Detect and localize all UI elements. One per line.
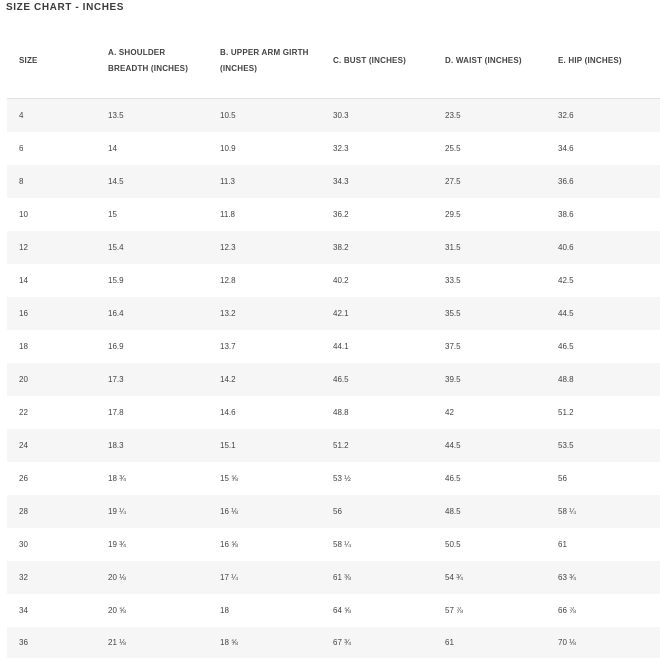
cell-waist: 29.5: [433, 198, 546, 231]
cell-shoulder: 15.9: [96, 264, 208, 297]
table-row: [7, 198, 660, 231]
cell-hip: 53.5: [546, 429, 660, 462]
cell-shoulder: 15: [96, 198, 208, 231]
cell-hip: 36.6: [546, 165, 660, 198]
cell-upper-arm: 15 ⅝: [208, 462, 321, 495]
cell-shoulder: 14: [96, 132, 208, 165]
page-title: SIZE CHART - INCHES: [6, 2, 125, 13]
cell-shoulder: 17.8: [96, 396, 208, 429]
cell-hip: 44.5: [546, 297, 660, 330]
cell-bust: 38.2: [321, 231, 433, 264]
cell-size: 20: [7, 363, 96, 396]
cell-bust: 58 ¼: [321, 528, 433, 561]
table-row: [7, 132, 660, 165]
cell-waist: 61: [433, 627, 546, 658]
cell-upper-arm: 12.8: [208, 264, 321, 297]
cell-shoulder: 19 ¾: [96, 528, 208, 561]
cell-bust: 48.8: [321, 396, 433, 429]
cell-upper-arm: 18 ⅝: [208, 627, 321, 658]
cell-upper-arm: 11.8: [208, 198, 321, 231]
cell-size: 18: [7, 330, 96, 363]
cell-waist: 35.5: [433, 297, 546, 330]
cell-bust: 61 ⅜: [321, 561, 433, 594]
cell-size: 14: [7, 264, 96, 297]
cell-upper-arm: 15.1: [208, 429, 321, 462]
cell-size: 24: [7, 429, 96, 462]
table-row: [7, 495, 660, 528]
cell-size: 4: [7, 99, 96, 133]
cell-bust: 64 ⅝: [321, 594, 433, 627]
cell-hip: 40.6: [546, 231, 660, 264]
cell-shoulder: 17.3: [96, 363, 208, 396]
cell-size: 22: [7, 396, 96, 429]
cell-shoulder: 14.5: [96, 165, 208, 198]
cell-size: 10: [7, 198, 96, 231]
cell-waist: 39.5: [433, 363, 546, 396]
table-row: [7, 264, 660, 297]
cell-hip: 42.5: [546, 264, 660, 297]
table-row: [7, 297, 660, 330]
table-row: [7, 165, 660, 198]
cell-bust: 30.3: [321, 99, 433, 133]
cell-upper-arm: 17 ¼: [208, 561, 321, 594]
cell-upper-arm: 12.3: [208, 231, 321, 264]
cell-hip: 51.2: [546, 396, 660, 429]
cell-size: 30: [7, 528, 96, 561]
cell-shoulder: 21 ⅛: [96, 627, 208, 658]
table-row: [7, 462, 660, 495]
cell-hip: 58 ¼: [546, 495, 660, 528]
header-waist: D. WAIST (INCHES): [433, 24, 546, 99]
cell-hip: 34.6: [546, 132, 660, 165]
table-row: [7, 528, 660, 561]
table-row: [7, 99, 660, 133]
cell-waist: 27.5: [433, 165, 546, 198]
header-hip: E. HIP (INCHES): [546, 24, 660, 99]
cell-bust: 67 ¾: [321, 627, 433, 658]
cell-waist: 54 ¾: [433, 561, 546, 594]
table-row: [7, 594, 660, 627]
cell-shoulder: 13.5: [96, 99, 208, 133]
cell-size: 36: [7, 627, 96, 658]
table-header-row: [7, 24, 660, 99]
cell-upper-arm: 18: [208, 594, 321, 627]
header-shoulder-breadth: A. SHOULDER BREADTH (INCHES): [96, 24, 208, 99]
cell-shoulder: 15.4: [96, 231, 208, 264]
cell-waist: 48.5: [433, 495, 546, 528]
header-bust: C. BUST (INCHES): [321, 24, 433, 99]
cell-waist: 44.5: [433, 429, 546, 462]
cell-shoulder: 16.9: [96, 330, 208, 363]
cell-size: 16: [7, 297, 96, 330]
cell-upper-arm: 13.7: [208, 330, 321, 363]
cell-upper-arm: 10.9: [208, 132, 321, 165]
cell-waist: 50.5: [433, 528, 546, 561]
cell-hip: 32.6: [546, 99, 660, 133]
table-row: [7, 561, 660, 594]
cell-upper-arm: 14.2: [208, 363, 321, 396]
size-chart-table: [7, 24, 660, 658]
cell-shoulder: 18.3: [96, 429, 208, 462]
cell-upper-arm: 16 ⅝: [208, 528, 321, 561]
cell-hip: 70 ⅛: [546, 627, 660, 658]
table-row: [7, 627, 660, 658]
cell-bust: 32.3: [321, 132, 433, 165]
table-row: [7, 330, 660, 363]
cell-hip: 61: [546, 528, 660, 561]
cell-size: 26: [7, 462, 96, 495]
cell-waist: 42: [433, 396, 546, 429]
cell-bust: 34.3: [321, 165, 433, 198]
table-row: [7, 429, 660, 462]
cell-upper-arm: 13.2: [208, 297, 321, 330]
cell-shoulder: 19 ¼: [96, 495, 208, 528]
cell-size: 12: [7, 231, 96, 264]
cell-waist: 57 ⅞: [433, 594, 546, 627]
cell-upper-arm: 11.3: [208, 165, 321, 198]
table-row: [7, 363, 660, 396]
cell-upper-arm: 14.6: [208, 396, 321, 429]
cell-shoulder: 20 ⅝: [96, 594, 208, 627]
cell-hip: 56: [546, 462, 660, 495]
cell-size: 34: [7, 594, 96, 627]
cell-waist: 23.5: [433, 99, 546, 133]
cell-size: 6: [7, 132, 96, 165]
cell-bust: 56: [321, 495, 433, 528]
cell-waist: 37.5: [433, 330, 546, 363]
cell-size: 8: [7, 165, 96, 198]
cell-shoulder: 18 ¾: [96, 462, 208, 495]
cell-shoulder: 20 ⅛: [96, 561, 208, 594]
cell-shoulder: 16.4: [96, 297, 208, 330]
cell-hip: 46.5: [546, 330, 660, 363]
cell-size: 28: [7, 495, 96, 528]
cell-upper-arm: 10.5: [208, 99, 321, 133]
cell-bust: 40.2: [321, 264, 433, 297]
cell-waist: 31.5: [433, 231, 546, 264]
table-row: [7, 231, 660, 264]
cell-bust: 44.1: [321, 330, 433, 363]
cell-hip: 63 ¾: [546, 561, 660, 594]
cell-waist: 25.5: [433, 132, 546, 165]
cell-hip: 48.8: [546, 363, 660, 396]
cell-bust: 46.5: [321, 363, 433, 396]
cell-waist: 46.5: [433, 462, 546, 495]
cell-bust: 53 ½: [321, 462, 433, 495]
cell-bust: 42.1: [321, 297, 433, 330]
header-size: SIZE: [7, 24, 96, 99]
cell-bust: 51.2: [321, 429, 433, 462]
header-upper-arm-girth: B. UPPER ARM GIRTH (INCHES): [208, 24, 321, 99]
cell-hip: 38.6: [546, 198, 660, 231]
cell-hip: 66 ⅞: [546, 594, 660, 627]
cell-size: 32: [7, 561, 96, 594]
table-row: [7, 396, 660, 429]
cell-waist: 33.5: [433, 264, 546, 297]
cell-bust: 36.2: [321, 198, 433, 231]
cell-upper-arm: 16 ⅛: [208, 495, 321, 528]
